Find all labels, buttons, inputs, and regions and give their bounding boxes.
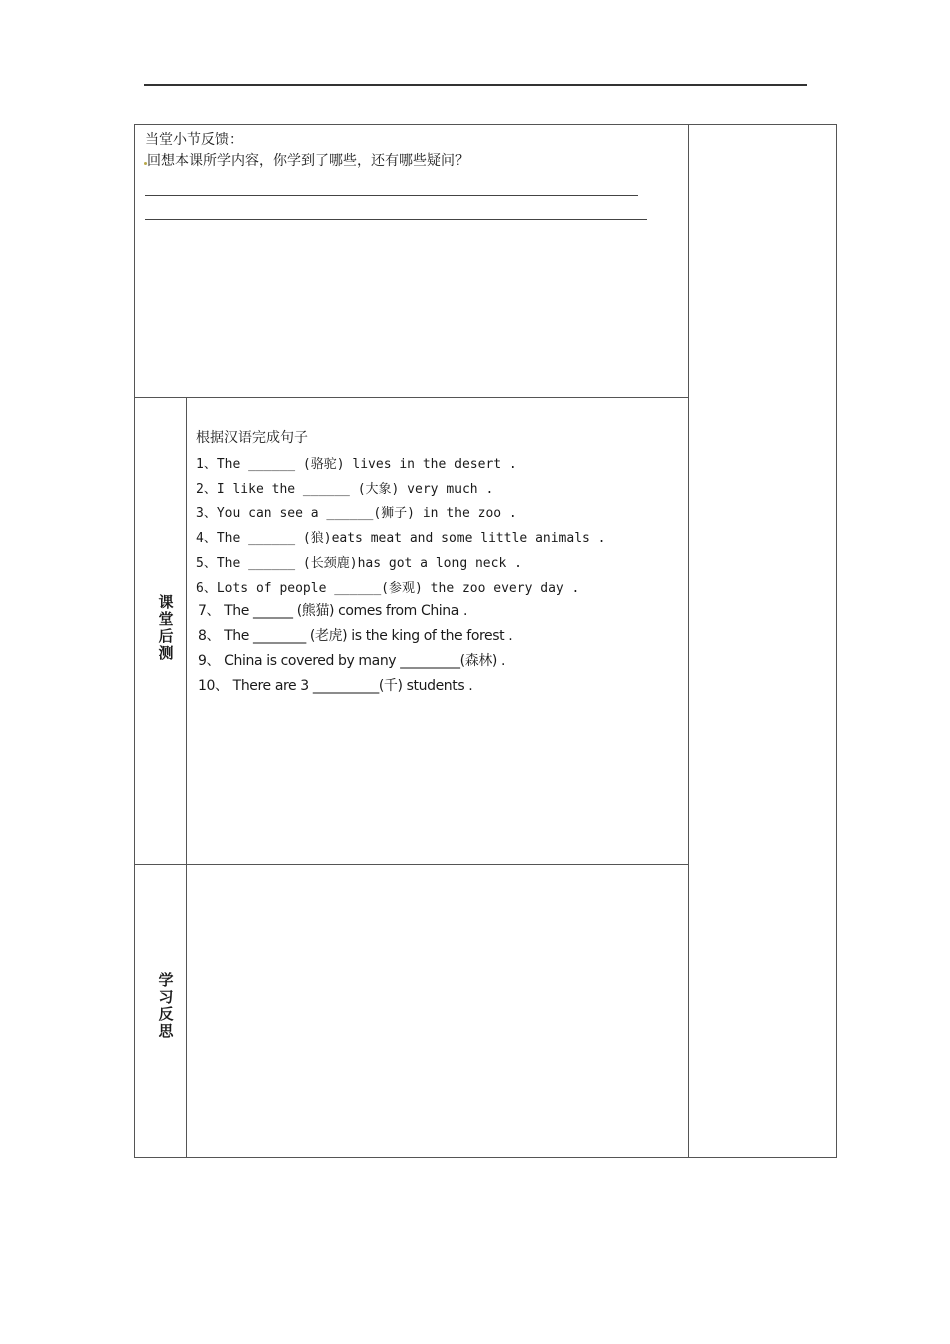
test-item-10[interactable]: 10、 There are 3 __________(千) students . bbox=[198, 678, 473, 694]
test-section-label: 课堂后测 bbox=[158, 593, 174, 662]
feedback-question: 回想本课所学内容，你学到了哪些，还有哪些疑问？ bbox=[147, 153, 469, 169]
reflection-section-label: 学习反思 bbox=[158, 971, 174, 1040]
test-item-1[interactable]: 1、The ______ (骆驼) lives in the desert . bbox=[196, 457, 517, 472]
test-item-5[interactable]: 5、The ______ (长颈鹿)has got a long neck . bbox=[196, 556, 522, 571]
feedback-heading: 当堂小节反馈： bbox=[145, 132, 243, 148]
header-rule bbox=[144, 84, 807, 86]
test-item-7[interactable]: 7、 The ______ (熊猫) comes from China . bbox=[198, 603, 468, 619]
test-item-9[interactable]: 9、 China is covered by many _________(森林) . bbox=[198, 653, 506, 669]
right-margin-column bbox=[689, 125, 836, 1157]
row-divider-1 bbox=[134, 397, 688, 398]
test-item-6[interactable]: 6、Lots of people ______(参观) the zoo every day . bbox=[196, 581, 580, 596]
test-item-3[interactable]: 3、You can see a ______(狮子) in the zoo . bbox=[196, 506, 517, 521]
test-item-8[interactable]: 8、 The ________ (老虎) is the king of the forest . bbox=[198, 628, 513, 644]
test-item-4[interactable]: 4、The ______ (狼)eats meat and some little animals . bbox=[196, 531, 606, 546]
feedback-answer-line-1[interactable] bbox=[145, 195, 638, 196]
test-instruction: 根据汉语完成句子 bbox=[196, 430, 308, 446]
test-item-2[interactable]: 2、I like the ______ (大象) very much . bbox=[196, 482, 494, 497]
feedback-answer-line-2[interactable] bbox=[145, 219, 647, 220]
reflection-writing-area[interactable] bbox=[187, 865, 687, 1157]
